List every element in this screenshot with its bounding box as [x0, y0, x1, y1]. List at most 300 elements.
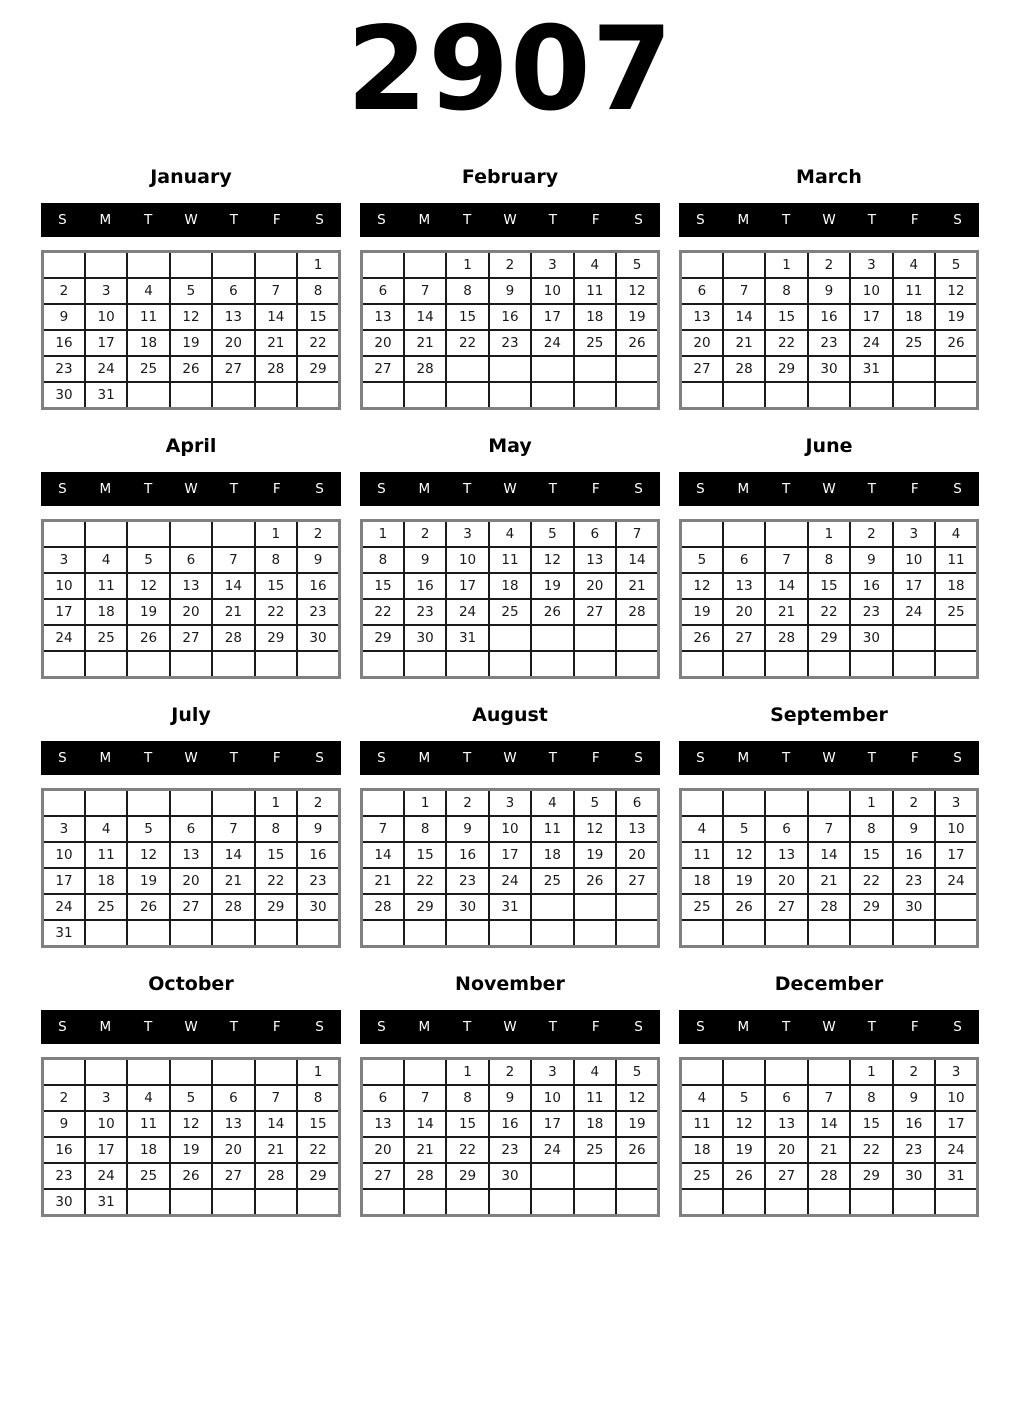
empty-day-cell [489, 382, 531, 409]
day-cell: 22 [362, 599, 404, 625]
day-cell: 30 [808, 356, 850, 382]
empty-day-cell [531, 894, 573, 920]
day-cell: 23 [43, 356, 85, 382]
day-cell: 31 [85, 1189, 127, 1216]
day-cell: 10 [531, 278, 573, 304]
day-cell: 18 [681, 1137, 723, 1163]
empty-day-cell [574, 625, 616, 651]
day-cell: 22 [446, 330, 488, 356]
empty-day-cell [574, 651, 616, 678]
day-cell: 15 [808, 573, 850, 599]
month-title: November [455, 973, 565, 995]
day-cell: 19 [531, 573, 573, 599]
empty-day-cell [723, 382, 765, 409]
day-cell: 26 [723, 894, 765, 920]
day-cell: 5 [170, 278, 212, 304]
empty-day-cell [574, 1189, 616, 1216]
week-row [681, 842, 978, 868]
empty-day-cell [127, 252, 169, 279]
weekday-label: W [184, 750, 198, 766]
empty-day-cell [170, 790, 212, 817]
week-row [43, 521, 340, 548]
empty-day-cell [850, 920, 892, 947]
day-cell: 11 [531, 816, 573, 842]
empty-day-cell [404, 382, 446, 409]
week-row [362, 599, 659, 625]
day-cell: 31 [935, 1163, 977, 1189]
day-cell: 7 [212, 816, 254, 842]
day-cell: 7 [404, 278, 446, 304]
empty-day-cell [893, 382, 935, 409]
day-cell: 8 [765, 278, 807, 304]
day-cell: 13 [616, 816, 658, 842]
day-cell: 13 [212, 1111, 254, 1137]
day-cell: 12 [170, 304, 212, 330]
day-cell: 11 [574, 278, 616, 304]
empty-day-cell [616, 1189, 658, 1216]
day-cell: 27 [765, 894, 807, 920]
day-cell: 20 [170, 599, 212, 625]
weekday-label: S [377, 1019, 386, 1035]
day-cell: 5 [723, 1085, 765, 1111]
weekday-label: T [867, 212, 876, 228]
weekday-label: S [58, 481, 67, 497]
empty-day-cell [808, 920, 850, 947]
day-cell: 2 [297, 521, 339, 548]
day-cell: 9 [850, 547, 892, 573]
day-cell: 23 [850, 599, 892, 625]
day-cell: 11 [85, 842, 127, 868]
day-cell: 8 [255, 816, 297, 842]
day-cell: 16 [489, 1111, 531, 1137]
week-row [43, 625, 340, 651]
empty-day-cell [127, 382, 169, 409]
month-day-grid [360, 788, 660, 948]
weekday-label: S [377, 212, 386, 228]
day-cell: 3 [489, 790, 531, 817]
day-cell: 4 [127, 1085, 169, 1111]
year-title: 2907 [346, 2, 674, 137]
day-cell: 20 [723, 599, 765, 625]
day-cell: 7 [255, 1085, 297, 1111]
day-cell: 30 [43, 1189, 85, 1216]
day-cell: 6 [170, 547, 212, 573]
day-cell: 11 [127, 1111, 169, 1137]
weekday-label: S [315, 212, 324, 228]
day-cell: 25 [85, 625, 127, 651]
empty-day-cell [362, 790, 404, 817]
day-cell: 14 [404, 1111, 446, 1137]
month-title: December [774, 973, 884, 995]
empty-day-cell [935, 651, 977, 678]
empty-day-cell [446, 1189, 488, 1216]
empty-day-cell [85, 1059, 127, 1086]
day-cell: 13 [765, 1111, 807, 1137]
empty-day-cell [616, 1163, 658, 1189]
day-cell: 24 [935, 1137, 977, 1163]
day-cell: 14 [255, 1111, 297, 1137]
day-cell: 28 [404, 1163, 446, 1189]
week-row [681, 894, 978, 920]
month-block [679, 421, 979, 679]
day-cell: 30 [404, 625, 446, 651]
empty-day-cell [446, 920, 488, 947]
empty-day-cell [935, 382, 977, 409]
day-cell: 3 [85, 278, 127, 304]
day-cell: 3 [43, 816, 85, 842]
day-cell: 2 [297, 790, 339, 817]
day-cell: 8 [362, 547, 404, 573]
day-cell: 17 [935, 1111, 977, 1137]
empty-day-cell [935, 356, 977, 382]
empty-day-cell [255, 1059, 297, 1086]
month-day-grid [679, 788, 979, 948]
day-cell: 19 [127, 868, 169, 894]
day-cell: 14 [765, 573, 807, 599]
month-block [360, 152, 660, 410]
empty-day-cell [212, 1059, 254, 1086]
day-cell: 2 [489, 252, 531, 279]
day-cell: 5 [935, 252, 977, 279]
day-cell: 1 [404, 790, 446, 817]
day-cell: 8 [404, 816, 446, 842]
day-cell: 12 [723, 1111, 765, 1137]
day-cell: 22 [765, 330, 807, 356]
week-row [362, 573, 659, 599]
empty-day-cell [935, 625, 977, 651]
day-cell: 14 [255, 304, 297, 330]
day-cell: 11 [574, 1085, 616, 1111]
day-cell: 11 [893, 278, 935, 304]
day-cell: 18 [127, 1137, 169, 1163]
day-cell: 24 [489, 868, 531, 894]
day-cell: 26 [127, 894, 169, 920]
weekday-label: T [229, 1019, 238, 1035]
day-cell: 7 [616, 521, 658, 548]
week-row [681, 547, 978, 573]
day-cell: 3 [43, 547, 85, 573]
empty-day-cell [362, 252, 404, 279]
day-cell: 24 [893, 599, 935, 625]
day-cell: 19 [616, 304, 658, 330]
weekday-label: M [418, 750, 431, 766]
day-cell: 3 [893, 521, 935, 548]
week-row [681, 1189, 978, 1216]
weekday-label: S [58, 1019, 67, 1035]
day-cell: 17 [446, 573, 488, 599]
day-cell: 31 [43, 920, 85, 947]
empty-day-cell [489, 1189, 531, 1216]
empty-day-cell [127, 651, 169, 678]
weekday-label: M [418, 212, 431, 228]
empty-day-cell [446, 651, 488, 678]
day-cell: 4 [574, 252, 616, 279]
empty-day-cell [765, 382, 807, 409]
week-row [681, 278, 978, 304]
weekday-label: T [548, 1019, 557, 1035]
empty-day-cell [681, 521, 723, 548]
weekday-label: T [144, 481, 153, 497]
empty-day-cell [297, 1189, 339, 1216]
day-cell: 17 [43, 868, 85, 894]
day-cell: 20 [681, 330, 723, 356]
day-cell: 24 [43, 625, 85, 651]
day-cell: 23 [43, 1163, 85, 1189]
day-cell: 14 [808, 842, 850, 868]
day-cell: 28 [212, 625, 254, 651]
week-row [362, 842, 659, 868]
day-cell: 9 [489, 1085, 531, 1111]
day-cell: 20 [362, 330, 404, 356]
day-cell: 30 [850, 625, 892, 651]
weekday-label: F [591, 212, 600, 228]
day-cell: 24 [85, 1163, 127, 1189]
empty-day-cell [170, 382, 212, 409]
day-cell: 13 [681, 304, 723, 330]
month-block [41, 959, 341, 1217]
month-block [679, 959, 979, 1217]
day-cell: 11 [489, 547, 531, 573]
month-block [360, 690, 660, 948]
weekday-header-bar [41, 472, 341, 506]
day-cell: 15 [362, 573, 404, 599]
weekday-label: S [953, 481, 962, 497]
month-title: September [770, 704, 888, 726]
day-cell: 28 [616, 599, 658, 625]
day-cell: 26 [170, 1163, 212, 1189]
day-cell: 19 [616, 1111, 658, 1137]
empty-day-cell [616, 356, 658, 382]
empty-day-cell [212, 651, 254, 678]
day-cell: 14 [404, 304, 446, 330]
empty-day-cell [212, 920, 254, 947]
day-cell: 12 [681, 573, 723, 599]
day-cell: 26 [935, 330, 977, 356]
day-cell: 5 [616, 1059, 658, 1086]
weekday-label: F [272, 1019, 281, 1035]
week-row [43, 1085, 340, 1111]
empty-day-cell [681, 790, 723, 817]
day-cell: 8 [255, 547, 297, 573]
day-cell: 12 [616, 278, 658, 304]
day-cell: 14 [212, 842, 254, 868]
day-cell: 10 [43, 842, 85, 868]
day-cell: 22 [255, 599, 297, 625]
weekday-label: T [463, 212, 472, 228]
day-cell: 19 [723, 868, 765, 894]
day-cell: 9 [808, 278, 850, 304]
day-cell: 3 [935, 1059, 977, 1086]
day-cell: 1 [850, 1059, 892, 1086]
week-row [362, 1189, 659, 1216]
day-cell: 13 [212, 304, 254, 330]
day-cell: 8 [808, 547, 850, 573]
month-day-grid [360, 1057, 660, 1217]
empty-day-cell [362, 1189, 404, 1216]
week-row [43, 278, 340, 304]
day-cell: 9 [297, 547, 339, 573]
day-cell: 6 [616, 790, 658, 817]
empty-day-cell [531, 1163, 573, 1189]
weekday-label: W [822, 1019, 836, 1035]
day-cell: 19 [170, 1137, 212, 1163]
weekday-label: F [910, 1019, 919, 1035]
day-cell: 22 [255, 868, 297, 894]
day-cell: 4 [531, 790, 573, 817]
weekday-label: M [737, 481, 750, 497]
day-cell: 24 [531, 330, 573, 356]
weekday-label: W [503, 750, 517, 766]
day-cell: 18 [574, 1111, 616, 1137]
week-row [681, 816, 978, 842]
empty-day-cell [574, 1163, 616, 1189]
day-cell: 18 [574, 304, 616, 330]
weekday-label: S [315, 1019, 324, 1035]
weekday-label: M [99, 750, 112, 766]
day-cell: 22 [404, 868, 446, 894]
empty-day-cell [85, 651, 127, 678]
day-cell: 28 [212, 894, 254, 920]
weekday-label: F [910, 750, 919, 766]
day-cell: 28 [723, 356, 765, 382]
empty-day-cell [893, 1189, 935, 1216]
day-cell: 29 [850, 1163, 892, 1189]
day-cell: 2 [489, 1059, 531, 1086]
day-cell: 2 [850, 521, 892, 548]
day-cell: 25 [574, 330, 616, 356]
empty-day-cell [489, 356, 531, 382]
day-cell: 5 [616, 252, 658, 279]
day-cell: 31 [85, 382, 127, 409]
weekday-label: M [737, 1019, 750, 1035]
empty-day-cell [127, 1189, 169, 1216]
empty-day-cell [170, 920, 212, 947]
day-cell: 27 [362, 356, 404, 382]
weekday-label: F [591, 750, 600, 766]
day-cell: 29 [446, 1163, 488, 1189]
empty-day-cell [255, 920, 297, 947]
empty-day-cell [489, 625, 531, 651]
day-cell: 28 [404, 356, 446, 382]
empty-day-cell [723, 252, 765, 279]
empty-day-cell [255, 382, 297, 409]
week-row [43, 304, 340, 330]
empty-day-cell [43, 521, 85, 548]
week-row [681, 1085, 978, 1111]
month-block [41, 421, 341, 679]
day-cell: 30 [446, 894, 488, 920]
day-cell: 4 [681, 816, 723, 842]
day-cell: 25 [574, 1137, 616, 1163]
month-title: October [148, 973, 234, 995]
day-cell: 6 [574, 521, 616, 548]
empty-day-cell [681, 1059, 723, 1086]
week-row [681, 625, 978, 651]
empty-day-cell [893, 625, 935, 651]
empty-day-cell [489, 920, 531, 947]
day-cell: 6 [681, 278, 723, 304]
day-cell: 21 [212, 599, 254, 625]
weekday-label: M [99, 212, 112, 228]
weekday-label: M [418, 481, 431, 497]
day-cell: 1 [255, 790, 297, 817]
week-row [681, 330, 978, 356]
day-cell: 6 [765, 816, 807, 842]
day-cell: 20 [170, 868, 212, 894]
empty-day-cell [531, 1189, 573, 1216]
empty-day-cell [212, 252, 254, 279]
day-cell: 25 [681, 1163, 723, 1189]
day-cell: 10 [935, 1085, 977, 1111]
day-cell: 17 [43, 599, 85, 625]
day-cell: 1 [362, 521, 404, 548]
empty-day-cell [808, 1059, 850, 1086]
week-row [362, 894, 659, 920]
empty-day-cell [808, 651, 850, 678]
day-cell: 5 [574, 790, 616, 817]
day-cell: 25 [893, 330, 935, 356]
empty-day-cell [43, 651, 85, 678]
day-cell: 9 [893, 816, 935, 842]
day-cell: 15 [850, 842, 892, 868]
empty-day-cell [681, 252, 723, 279]
week-row [681, 356, 978, 382]
week-row [362, 625, 659, 651]
day-cell: 25 [127, 356, 169, 382]
day-cell: 10 [893, 547, 935, 573]
day-cell: 2 [404, 521, 446, 548]
day-cell: 12 [170, 1111, 212, 1137]
day-cell: 16 [297, 573, 339, 599]
day-cell: 1 [255, 521, 297, 548]
weekday-label: S [634, 750, 643, 766]
empty-day-cell [765, 651, 807, 678]
day-cell: 30 [893, 1163, 935, 1189]
weekday-header-bar [360, 472, 660, 506]
week-row [362, 382, 659, 409]
week-row [43, 1111, 340, 1137]
day-cell: 18 [85, 599, 127, 625]
day-cell: 20 [212, 330, 254, 356]
day-cell: 22 [850, 1137, 892, 1163]
empty-day-cell [127, 1059, 169, 1086]
week-row [362, 547, 659, 573]
weekday-label: S [634, 1019, 643, 1035]
day-cell: 12 [574, 816, 616, 842]
month-day-grid [41, 250, 341, 410]
empty-day-cell [808, 790, 850, 817]
month-block [679, 690, 979, 948]
day-cell: 23 [297, 868, 339, 894]
empty-day-cell [170, 651, 212, 678]
weekday-label: T [229, 750, 238, 766]
empty-day-cell [616, 625, 658, 651]
day-cell: 17 [489, 842, 531, 868]
weekday-header-bar [360, 1010, 660, 1044]
day-cell: 5 [681, 547, 723, 573]
day-cell: 25 [85, 894, 127, 920]
day-cell: 4 [574, 1059, 616, 1086]
day-cell: 5 [170, 1085, 212, 1111]
empty-day-cell [681, 651, 723, 678]
day-cell: 27 [681, 356, 723, 382]
day-cell: 26 [616, 330, 658, 356]
day-cell: 22 [297, 330, 339, 356]
day-cell: 29 [255, 625, 297, 651]
day-cell: 17 [893, 573, 935, 599]
day-cell: 1 [446, 1059, 488, 1086]
empty-day-cell [43, 252, 85, 279]
